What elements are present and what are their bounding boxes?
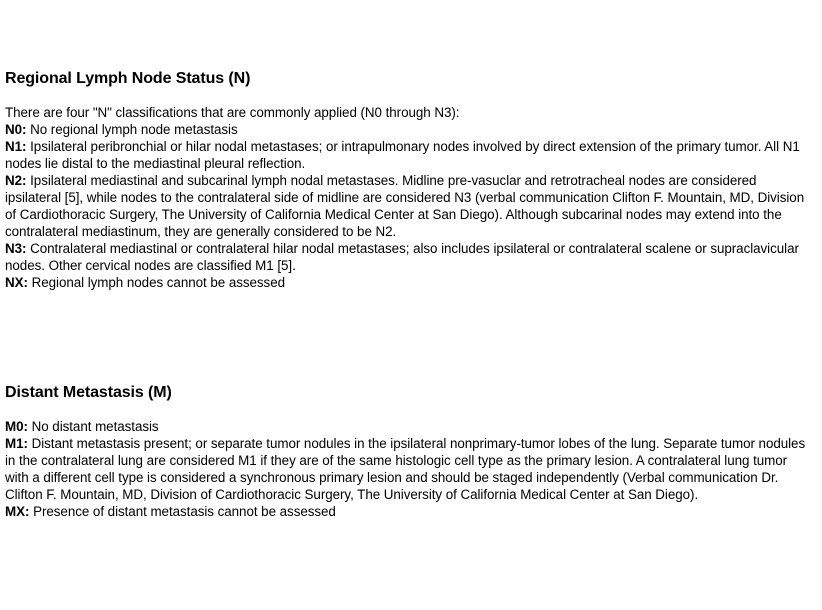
classification-code: NX xyxy=(5,275,24,290)
classification-code: M1 xyxy=(5,436,24,451)
code-separator: : xyxy=(25,504,30,519)
code-separator: : xyxy=(22,241,27,256)
classification-code: N1 xyxy=(5,139,23,154)
code-separator: : xyxy=(22,139,27,154)
section-heading: Distant Metastasis (M) xyxy=(5,384,172,401)
classification-nx xyxy=(5,274,814,291)
classification-code: N0 xyxy=(5,122,23,137)
classification-n1 xyxy=(5,138,814,172)
section-body xyxy=(5,104,814,291)
classification-m0 xyxy=(5,418,814,435)
classification-code: M0 xyxy=(5,419,24,434)
classification-n2 xyxy=(5,172,814,240)
code-separator: : xyxy=(23,275,28,290)
classification-description: Presence of distant metastasis cannot be assessed xyxy=(29,504,336,519)
classification-code: MX xyxy=(5,504,25,519)
classification-description: Ipsilateral peribronchial or hilar nodal metastases; or intrapulmonary nodes involved by direct extension of the primary tumor. All N1 nodes lie distal to the mediastinal pleural reflection. xyxy=(5,139,800,171)
classification-n0 xyxy=(5,121,814,138)
section-heading: Regional Lymph Node Status (N) xyxy=(5,70,251,87)
classification-mx xyxy=(5,503,814,520)
code-separator: : xyxy=(23,419,28,434)
classification-code: N2 xyxy=(5,173,23,188)
classification-description: No distant metastasis xyxy=(27,419,159,434)
code-separator: : xyxy=(22,173,27,188)
classification-description: No regional lymph node metastasis xyxy=(26,122,238,137)
classification-description: Ipsilateral mediastinal and subcarinal lymph nodal metastases. Midline pre-vasuclar and retrotracheal nodes are considered ipsilateral [5], while nodes to the contralateral side of midline are considered N3 (verbal communication Clifton F. Mountain, MD, Division of Cardiothoracic Surgery, The University of California Medical Center at San Diego). Although subcarinal nodes may extend into the contralateral mediastinum, they are generally considered to be N2. xyxy=(5,173,805,239)
classification-description: Contralateral mediastinal or contralateral hilar nodal metastases; also includes ipsilateral or contralateral scalene or supraclavicular nodes. Other cervical nodes are classified M1 [5]. xyxy=(5,241,799,273)
classification-description: Distant metastasis present; or separate tumor nodules in the ipsilateral nonprimary-tumor lobes of the lung. Separate tumor nodules in the contralateral lung are considered M1 if they are of the same histologic cell type as the primary lesion. A contralateral lung tumor with a different cell type is considered a synchronous primary lesion and should be staged independently (Verbal communication Dr. Clifton F. Mountain, MD, Division of Cardiothoracic Surgery, The University of California Medical Center at San Diego). xyxy=(5,436,806,502)
section-body xyxy=(5,418,814,520)
classification-code: N3 xyxy=(5,241,23,256)
classification-description: Regional lymph nodes cannot be assessed xyxy=(27,275,285,290)
distant-metastasis-section xyxy=(5,382,814,520)
regional-lymph-node-section xyxy=(5,68,814,291)
classification-n3 xyxy=(5,240,814,274)
classification-m1 xyxy=(5,435,814,503)
intro-text: There are four "N" classifications that are commonly applied (N0 through N3): xyxy=(5,105,460,120)
code-separator: : xyxy=(22,122,27,137)
code-separator: : xyxy=(23,436,28,451)
